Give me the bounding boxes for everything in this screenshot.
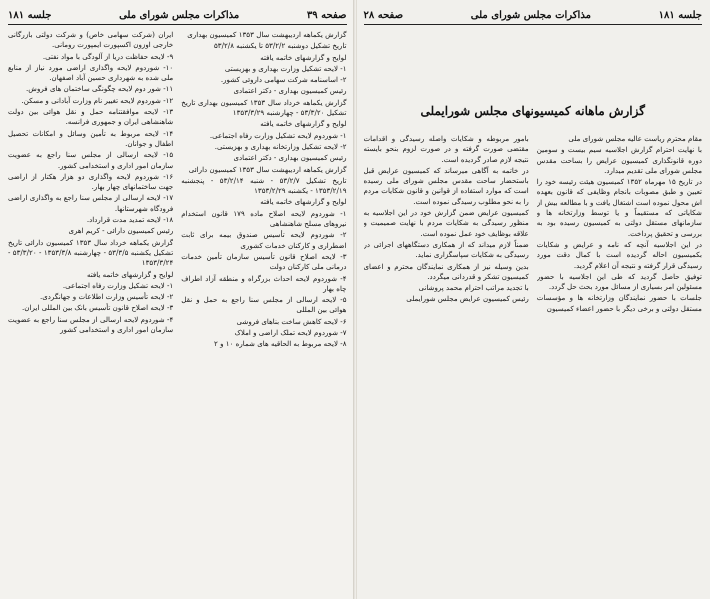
paragraph: ۳- لایحه اصلاح قانون تأسیس بانک بین المللی ایران. (22, 303, 174, 313)
left-page-columns (8, 30, 347, 595)
paragraph: گزارش یکماهه خرداد سال ۱۳۵۳ کمیسیون بهداری تاریخ تشکیل ۵۳/۳/۲۰ - چهارشنبه ۱۳۵۳/۳/۲۹ (181, 97, 347, 118)
paragraph: با نهایت احترام گزارش اجلاسیه سیم بیست و سومین دوره قانونگذاری کمیسیون عرایض را بساحت مقدس مجلس شورای ملی تقدیم میدارد. (536, 145, 702, 175)
paragraph: ۹- لایحه حفاظت دریا از آلودگی با مواد نفتی. (42, 51, 174, 61)
right-header-title: مذاکرات مجلس شورای ملی (470, 9, 591, 21)
paragraph: ۲- لایحه تأسیس وزارت اطلاعات و جهانگردی. (39, 292, 174, 302)
paragraph: ۱۶- شوردوم لایحه واگذاری دو هزار هکتار از اراضی جهت ساختمانهای چهار بهار. (8, 171, 174, 192)
paragraph: با تجدید مراتب احترام محمد پروشانی (418, 283, 529, 293)
paragraph: رئیس کمیسیون بهداری - دکتر اعتمادی (233, 86, 347, 96)
paragraph: در تاریخ ۱۵ مهرماه ۱۳۵۲ کمیسیون هیئت رئیسه خود را تعیین و طبق مصوبات بانجام وظایفی که قانون بعهده اش محول نموده است اشتغال یافت و با مطالعه بیش از شکایاتی که مستقیماً و یا توسط وزارتخانه ها و سازمانهای مستقل دولتی به کمیسیون رسیده بود به بررسی و تحقیق پرداخت. (536, 177, 702, 238)
report-title: گزارش ماهانه کمیسیونهای مجلس شورایملی (420, 104, 645, 118)
paragraph: ۱۳- لایحه موافقتنامه حمل و نقل هوائی بین دولت شاهنشاهی ایران و جمهوری فرانسه. (8, 107, 174, 127)
right-page (356, 0, 710, 599)
paragraph: لوایح و گزارشهای خاتمه یافته (86, 269, 174, 279)
paragraph: توفیق حاصل گردید که طی این اجلاسیه با حضور مسئولین امر بسیاری از مسائل مورد بحث حل گردد. (536, 271, 702, 292)
paragraph: ۲- لایحه تشکیل وزارتخانه بهداری و بهزیستی. (214, 141, 347, 151)
paragraph: ۱۴- لایحه مربوط به تأمین وسائل و امکانات تحصیل اطفال و جوانان. (8, 128, 174, 148)
paragraph: لوایح و گزارشهای خاتمه یافته (260, 52, 347, 62)
paragraph: ۱۵- لایحه ارسالی از مجلس سنا راجع به عضویت سازمان امور اداری و استخدامی کشور. (8, 150, 174, 170)
paragraph: ۲- شوردوم لایحه تأسیس صندوق بیمه برای ثابت اضطراری و کارکنان خدمات کشوری (181, 230, 347, 250)
paragraph: ۳- لایحه اصلاح قانون تأسیس سازمان تأمین خدمات درمانی ملی کارکنان دولت (181, 251, 347, 272)
left-page-column-right (181, 30, 346, 595)
paragraph: ۱۰- شوردوم لایحه واگذاری اراضی مورد نیاز از منابع ملی شده به شهرداری حسین آباد اصفهان. (8, 62, 174, 83)
paragraph: رئیس کمیسیون دارائی - کریم اهری (68, 226, 174, 236)
paragraph: مقام محترم ریاست عالیه مجلس شورای ملی (568, 134, 702, 143)
left-page-column-left (8, 30, 173, 595)
paragraph: تاریخ تشکیل ۵۳/۲/۷ - شنبه ۵۳/۲/۱۴ - پنجشنبه ۱۳۵۳/۲/۱۹ - یکشنبه ۱۳۵۳/۲/۲۹ (181, 175, 347, 196)
paragraph: ۴- شوردوم لایحه ارسالی از مجلس سنا راجع به عضویت سازمان امور اداری و استخدامی کشور (8, 314, 174, 335)
paragraph: ۱۸- لایحه تمدید مدت قرارداد. (86, 215, 174, 225)
paragraph: بامور مربوطه و شکایات واصله رسیدگی و اقدامات مقتضی صورت گرفته و در صورت لزوم بنحو بایسته نتیجه لازم صادر گردیده است. (363, 134, 529, 164)
right-page-header (364, 6, 703, 25)
paragraph: در این اجلاسیه آنچه که نامه و عرایض و شکایات بکمیسیون احاله گردیده است با کمال دقت مورد رسیدگی قرار گرفته و نتیجه آن اعلام گردید. (536, 239, 702, 270)
right-page-column-left (364, 134, 529, 595)
paragraph: ۴- شوردوم لایحه احداث بزرگراه و منطقه آزاد اطراف چاه بهار (181, 273, 347, 293)
paragraph: ۱۱- شور دوم لایحه چگونگی ساختمان های فروش. (26, 84, 174, 94)
paragraph: ۲- اساسنامه شرکت سهامی داروئی کشور. (220, 75, 347, 85)
paragraph: لوایح و گزارشهای خاتمه یافته (260, 119, 347, 129)
paragraph: ۱- شوردوم لایحه اصلاح ماده ۱۷۹ قانون استخدام نیروهای مسلح شاهنشاهی (181, 208, 347, 229)
paragraph: ۷- شوردوم لایحه تملک اراضی و املاک (234, 328, 347, 338)
paragraph: کمیسیون عرایض ضمن گزارش خود در این اجلاسیه به منظور رسیدگی به شکایات مردم با نهایت صمیمیت و علاقه بوظایف خود عمل نموده است. (363, 208, 529, 238)
paragraph: ۱- لایحه تشکیل وزارت بهداری و بهزیستی (224, 63, 347, 73)
paragraph: گزارش یکماهه خرداد سال ۱۳۵۳ کمیسیون دارائی تاریخ تشکیل یکشنبه ۵۳/۳/۵ - چهارشنبه ۱۳۵۳/۳/۸ - ۵۳/۳/۲۰ - ۱۳۵۳/۳/۲۴ (8, 237, 174, 268)
right-page-number: صفحه ۲۸ (363, 9, 404, 21)
paragraph: در خاتمه به آگاهی میرساند که کمیسیون عرایض قبل باستحضار ساحت مقدس مجلس شورای ملی رسیده است که موارد استفاده از قوانین و قانون شکایات مردم را به نحو مطلوب رسیدگی نموده است. (363, 165, 529, 206)
left-session-label: جلسه ۱۸۱ (8, 9, 52, 21)
paragraph: رئیس کمیسیون عرایض مجلس شورایملی (406, 294, 529, 304)
paragraph: جلسات با حضور نمایندگان وزارتخانه ها و مؤسسات مستقل دولتی و برخی دیگر با حضور اعضاء کمیسیون (536, 293, 702, 313)
paragraph: ۱۲- شوردوم لایحه تغییر نام وزارت آبادانی و مسکن. (21, 95, 174, 105)
left-page-header (8, 6, 347, 25)
paragraph: لوایح و گزارشهای خاتمه یافته (260, 197, 347, 207)
paragraph: ۶- لایحه کاهش ساخت بناهای فروشی (236, 316, 347, 326)
paragraph: ضمناً لازم میداند که از همکاری دستگاههای اجرائی در رسیدگی به شکایات سپاسگزاری نماید. (363, 239, 529, 260)
paragraph: ۱۷- لایحه ارسالی از مجلس سنا راجع به واگذاری اراضی فرودگاه شهرستانها. (8, 193, 174, 213)
paragraph: گزارش یکماهه اردیبهشت سال ۱۳۵۳ کمیسیون بهداری (187, 30, 347, 39)
paragraph: ایران (شرکت سهامی خاص) و شرکت دولتی بازرگانی خارجی اوزون اکسپورت ایمپورت رومانی. (8, 30, 174, 50)
paragraph: ۱- لایحه تشکیل وزارت رفاه اجتماعی. (62, 280, 174, 290)
paragraph: ۱- شوردوم لایحه تشکیل وزارت رفاه اجتماعی. (209, 130, 347, 140)
paragraph: ۵- لایحه ارسالی از مجلس سنا راجع به حمل و نقل هوائی بین المللی (181, 295, 347, 315)
right-page-columns (364, 134, 703, 595)
paragraph: ۸- لایحه مربوط به الحاقیه های شماره ۱۰ و ۲ (214, 339, 347, 349)
book-gutter (353, 0, 357, 599)
paragraph: گزارش یکماهه اردیبهشت سال ۱۳۵۳ کمیسیون دارائی (188, 164, 347, 174)
right-session-label: جلسه ۱۸۱ (658, 9, 702, 21)
paragraph: بدین وسیله نیز از همکاری نمایندگان محترم و اعضای کمیسیون تشکر و قدردانی میگردد. (363, 261, 529, 281)
right-page-column-right (537, 134, 702, 595)
paragraph: تاریخ تشکیل دوشنبه ۵۳/۲/۲ تا یکشنبه ۵۳/۲/۸ (213, 41, 347, 51)
left-page-number: صفحه ۳۹ (306, 9, 347, 21)
paragraph: رئیس کمیسیون بهداری - دکتر اعتمادی (233, 153, 347, 163)
left-header-title: مذاکرات مجلس شورای ملی (119, 9, 240, 21)
